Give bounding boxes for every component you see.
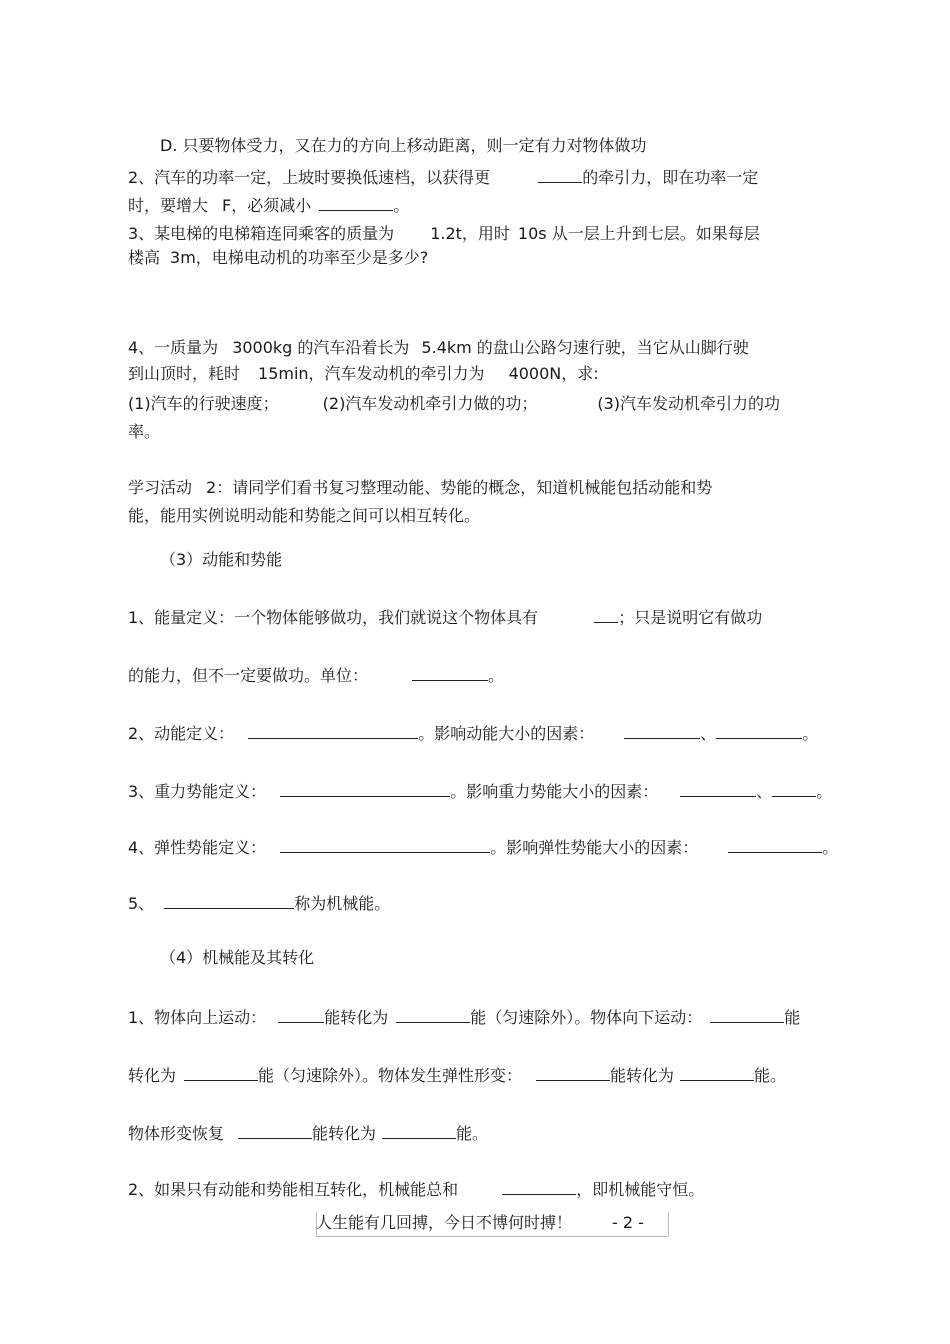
q2-line1	[128, 166, 758, 188]
s3q5-text-2: 称为机械能。	[294, 894, 391, 913]
s3q4-text-1: 4、弹性势能定义：	[128, 838, 267, 857]
activity2-text-1: 2：请同学们看书复习整理动能、势能的概念，知道机械能包括动能和势	[206, 478, 713, 497]
q4-text-5: 15min，汽车发动机的牵引力为	[258, 364, 485, 383]
s4q1-text-1: 1、物体向上运动：	[128, 1008, 267, 1027]
s4q2-text-2: ，即机械能守恒。	[576, 1180, 705, 1199]
blank[interactable]	[772, 780, 816, 797]
q1-option-d-text: D. 只要物体受力，又在力的方向上移动距离，则一定有力对物体做功	[160, 136, 647, 155]
blank[interactable]	[184, 1064, 258, 1081]
s4q2-line	[128, 1178, 704, 1200]
q2-text-3: 时，要增大	[128, 196, 209, 215]
section4-title	[160, 948, 314, 968]
s4q1-line2	[128, 1064, 786, 1086]
q4-sub-1: (1)汽车的行驶速度；	[128, 394, 279, 413]
s3q3-text-3: 、	[756, 782, 773, 801]
q4-text-6: 4000N，求:	[508, 364, 599, 383]
s3q2-text-2: 。影响动能大小的因素：	[418, 724, 595, 743]
activity2-line2	[128, 506, 480, 526]
s3q3-text-1: 3、重力势能定义：	[128, 782, 267, 801]
s4q1-text-10: 能转化为	[312, 1124, 377, 1143]
s3q2-text-4: 。	[802, 724, 819, 743]
blank[interactable]	[536, 1064, 610, 1081]
blank[interactable]	[594, 606, 618, 623]
q1-option-d	[160, 136, 647, 156]
blank[interactable]	[502, 1178, 576, 1195]
footer-left-border	[316, 1212, 317, 1236]
blank[interactable]	[382, 1122, 456, 1139]
q4-line2	[128, 364, 599, 384]
footer	[316, 1212, 644, 1234]
s4q1-text-2: 能转化为	[324, 1008, 389, 1027]
s4q1-text-5: 转化为	[128, 1066, 177, 1085]
s3q4-line	[128, 836, 838, 858]
page-number: - 2 -	[612, 1213, 644, 1232]
s4q2-text-1: 2、如果只有动能和势能相互转化，机械能总和	[128, 1180, 459, 1199]
q3-text-3: 10s 从一层上升到七层。如果每层	[517, 224, 760, 243]
q4-line3	[128, 394, 780, 414]
s3q1-text-3: 的能力，但不一定要做功。单位：	[128, 666, 369, 685]
q2-text-4: F，必须减小	[222, 196, 312, 215]
s3q1-text-2: ；只是说明它有做功	[618, 608, 763, 627]
s3q1-text-4: 。	[488, 666, 505, 685]
blank[interactable]	[680, 1064, 754, 1081]
q4-line1	[128, 338, 749, 358]
blank[interactable]	[319, 194, 393, 211]
s3q3-line	[128, 780, 832, 802]
blank[interactable]	[248, 722, 418, 739]
section3-title-text: （3）动能和势能	[160, 550, 283, 569]
s4q1-text-8: 能。	[754, 1066, 787, 1085]
s4q1-text-11: 能。	[456, 1124, 489, 1143]
q2-text-5: 。	[393, 196, 410, 215]
s3q2-line	[128, 722, 818, 744]
s3q2-text-1: 2、动能定义：	[128, 724, 235, 743]
s3q3-text-2: 。影响重力势能大小的因素：	[450, 782, 659, 801]
s4q1-text-4: 能	[784, 1008, 801, 1027]
q3-text-1: 3、某电梯的电梯箱连同乘客的质量为	[128, 224, 395, 243]
blank[interactable]	[538, 166, 582, 183]
s4q1-text-3: 能（匀速除外）。物体向下运动：	[470, 1008, 703, 1027]
s3q1-line2	[128, 664, 504, 686]
q2-text-1: 2、汽车的功率一定，上坡时要换低速档，以获得更	[128, 168, 491, 187]
section3-title	[160, 550, 282, 570]
q3-line2	[128, 248, 428, 268]
q4-sub-2: (2)汽车发动机牵引力做的功；	[322, 394, 538, 413]
q2-line2	[128, 194, 409, 216]
s4q1-line1	[128, 1006, 800, 1028]
s3q5-line	[128, 892, 390, 914]
activity2-line1	[128, 478, 712, 498]
q4-text-1: 4、一质量为	[128, 338, 219, 357]
s4q1-text-7: 能转化为	[610, 1066, 675, 1085]
activity2-label: 学习活动	[128, 478, 193, 497]
s4q1-text-6: 能（匀速除外）。物体发生弹性形变：	[258, 1066, 523, 1085]
blank[interactable]	[412, 664, 488, 681]
s3q4-text-3: 。	[822, 838, 839, 857]
s3q1-line1	[128, 606, 762, 628]
blank[interactable]	[680, 780, 756, 797]
blank[interactable]	[728, 836, 822, 853]
q3-text-4: 楼高	[128, 248, 161, 267]
blank[interactable]	[238, 1122, 312, 1139]
s3q2-text-3: 、	[700, 724, 717, 743]
q4-sub-3: (3)汽车发动机牵引力的功	[597, 394, 781, 413]
s3q5-text-1: 5、	[128, 894, 155, 913]
q4-sub-4: 率。	[128, 422, 161, 441]
footer-divider	[316, 1236, 668, 1237]
q4-text-2: 3000kg 的汽车沿着长为	[232, 338, 410, 357]
blank[interactable]	[278, 1006, 324, 1023]
blank[interactable]	[396, 1006, 470, 1023]
q3-line1	[128, 224, 760, 244]
activity2-text-2: 能，能用实例说明动能和势能之间可以相互转化。	[128, 506, 481, 525]
blank[interactable]	[280, 836, 490, 853]
q3-text-2: 1.2t，用时	[430, 224, 510, 243]
s4q1-line3	[128, 1122, 488, 1144]
blank[interactable]	[164, 892, 294, 909]
q3-text-5: 3m，电梯电动机的功率至少是多少?	[170, 248, 429, 267]
footer-motto: 人生能有几回搏，今日不博何时搏！	[316, 1213, 573, 1232]
s3q1-text-1: 1、能量定义：一个物体能够做功，我们就说这个物体具有	[128, 608, 539, 627]
section4-title-text: （4）机械能及其转化	[160, 948, 315, 967]
blank[interactable]	[624, 722, 700, 739]
q4-line4	[128, 422, 160, 442]
blank[interactable]	[716, 722, 802, 739]
q4-text-3: 5.4km 的盘山公路匀速行驶，当它从山脚行驶	[421, 338, 749, 357]
s3q4-text-2: 。影响弹性势能大小的因素：	[490, 838, 699, 857]
footer-right-border	[668, 1212, 669, 1236]
s4q1-text-9: 物体形变恢复	[128, 1124, 225, 1143]
q4-text-4: 到山顶时，耗时	[128, 364, 241, 383]
s3q3-text-4: 。	[816, 782, 833, 801]
blank[interactable]	[710, 1006, 784, 1023]
q2-text-2: 的牵引力，即在功率一定	[582, 168, 759, 187]
blank[interactable]	[280, 780, 450, 797]
